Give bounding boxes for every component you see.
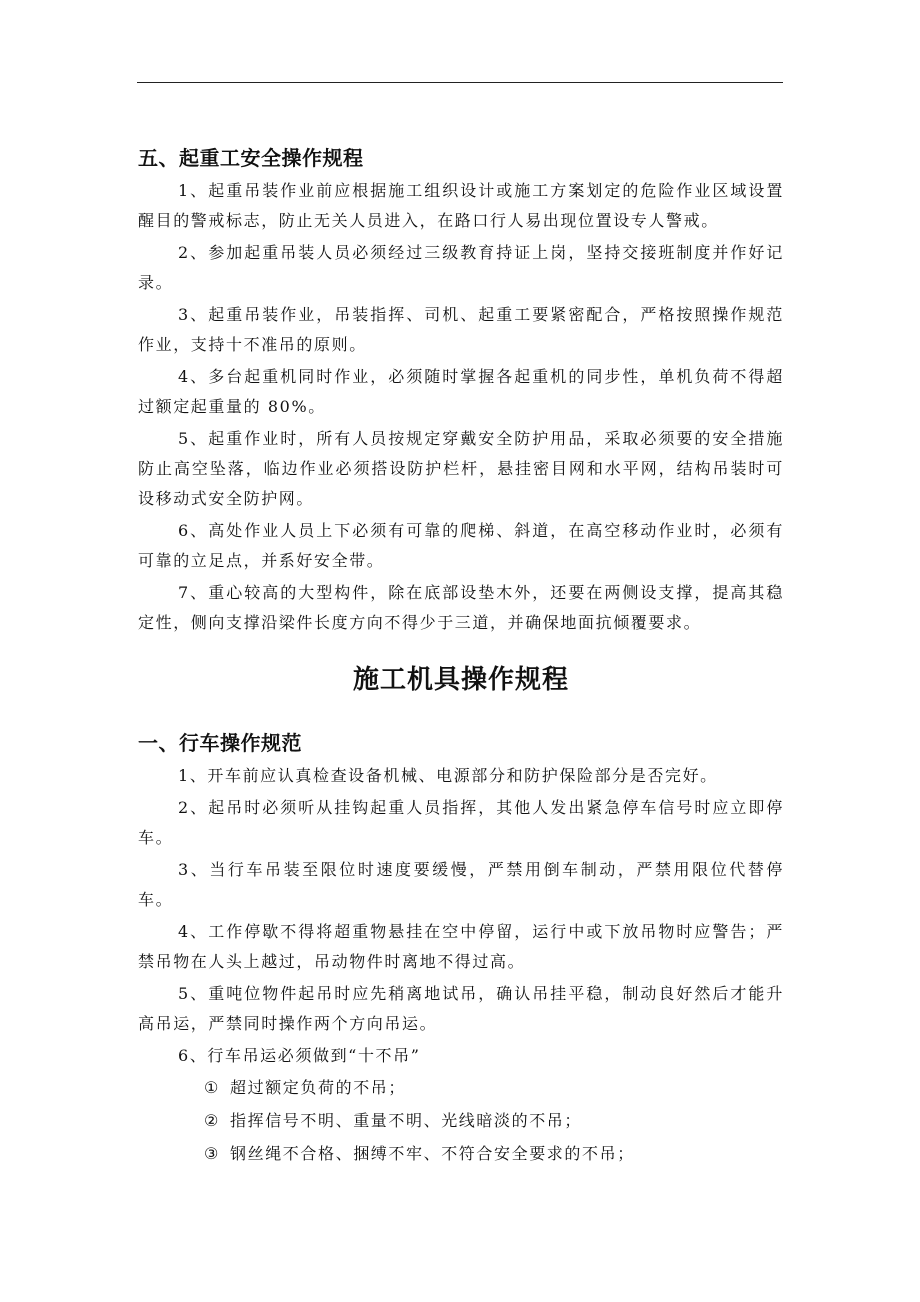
sub-item-text: 指挥信号不明、重量不明、光线暗淡的不吊； — [230, 1111, 583, 1130]
section-5-item: 7、重心较高的大型构件，除在底部设垫木外，还要在两侧设支撑，提高其稳定性，侧向支撑沿梁件长度方向不得少于三道，并确保地面抗倾覆要求。 — [138, 583, 784, 632]
section-1-item: 5、重吨位物件起吊时应先稍离地试吊，确认吊挂平稳，制动良好然后才能升高吊运，严禁同时操作两个方向吊运。 — [138, 984, 784, 1033]
sub-item — [204, 1106, 784, 1136]
section-1-item: 3、当行车吊装至限位时速度要缓慢，严禁用倒车制动，严禁用限位代替停车。 — [138, 860, 784, 909]
section-1-item: 1、开车前应认真检查设备机械、电源部分和防护保险部分是否完好。 — [178, 766, 718, 785]
section-5-item: 5、起重作业时，所有人员按规定穿戴安全防护用品，采取必须要的安全措施防止高空坠落，临边作业必须搭设防护栏杆，悬挂密目网和水平网，结构吊装时可设移动式安全防护网。 — [138, 429, 784, 508]
section-1-heading: 一、行车操作规范 — [138, 731, 302, 755]
sub-item-number: ① — [204, 1078, 220, 1097]
section-1-item: 4、工作停歇不得将超重物悬挂在空中停留，运行中或下放吊物时应警告；严禁吊物在人头上越过，吊动物件时离地不得过高。 — [138, 922, 784, 971]
sub-item — [204, 1139, 784, 1169]
sub-item-number: ② — [204, 1111, 220, 1130]
section-5-item: 1、起重吊装作业前应根据施工组织设计或施工方案划定的危险作业区域设置醒目的警戒标志，防止无关人员进入，在路口行人易出现位置设专人警戒。 — [138, 181, 784, 230]
section-5-item: 4、多台起重机同时作业，必须随时掌握各起重机的同步性，单机负荷不得超过额定起重量的 80%。 — [138, 367, 784, 416]
sub-item-text: 超过额定负荷的不吊； — [230, 1078, 407, 1097]
header-rule — [137, 82, 783, 83]
section-5-item: 6、高处作业人员上下必须有可靠的爬梯、斜道，在高空移动作业时，必须有可靠的立足点，并系好安全带。 — [138, 521, 784, 570]
sub-item — [204, 1073, 784, 1103]
section-5-item: 2、参加起重吊装人员必须经过三级教育持证上岗，坚持交接班制度并作好记录。 — [138, 243, 784, 292]
main-title: 施工机具操作规程 — [352, 665, 569, 695]
sub-item-number: ③ — [204, 1144, 220, 1163]
section-1-item: 2、起吊时必须听从挂钩起重人员指挥，其他人发出紧急停车信号时应立即停车。 — [138, 798, 784, 847]
section-1-item: 6、行车吊运必须做到“十不吊” — [178, 1046, 421, 1065]
sub-item-text: 钢丝绳不合格、捆缚不牢、不符合安全要求的不吊； — [230, 1144, 635, 1163]
section-5-heading: 五、起重工安全操作规程 — [138, 146, 364, 170]
document-body — [138, 143, 784, 1172]
section-5-item: 3、起重吊装作业，吊装指挥、司机、起重工要紧密配合，严格按照操作规范作业，支持十不准吊的原则。 — [138, 305, 784, 354]
